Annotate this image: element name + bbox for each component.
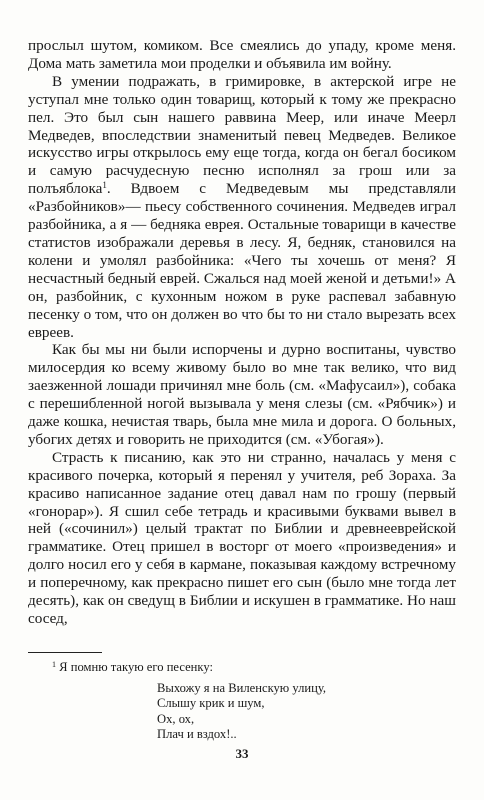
verse-line: Ох, ох, [157, 711, 195, 726]
footnote-marker: 1 [52, 660, 56, 669]
footnote-verse [28, 681, 456, 743]
verse-line: Слышу крик и шум, [157, 696, 265, 710]
footnote [28, 660, 456, 743]
verse-line: Выхожу я на Виленскую улицу, [157, 680, 327, 695]
footnote-intro [28, 660, 456, 676]
page-number: 33 [235, 746, 249, 761]
footnote-divider [28, 652, 102, 653]
verse-line: Плач и вздох!.. [157, 727, 237, 741]
paragraph [28, 73, 456, 342]
main-text [28, 37, 456, 628]
paragraph-text-continued: . Вдвоем с Медведевым мы представляли «Разбойников»— пьесу собственного сочинения. Медведев играл разбойника, а я — бедняка еврея. Остальные товарищи в качестве статистов изображали деревья в лесу. Я, бедняк, становился на колени и умолял разбойника: «Чего ты хочешь от меня? Я несчастный бедный еврей. Сжалься над моей женой и детьми!» А он, разбойник, с кухонным ножом в руке распевал забавную песенку о том, что он должен во что бы то ни стало вырезать всех евреев. [28, 180, 456, 341]
footnote-intro-text: Я помню такую его песенку: [59, 660, 213, 674]
paragraph-text: В умении подражать, в гримировке, в актерской игре не уступал мне только один товарищ, который к тому же прекрасно пел. Это был сын нашего раввина Меер, или иначе Меерл Медведев, впоследствии знаменитый певец Медведев. Великое искусство игры открылось ему еще тогда, когда он бегал босиком и самую расчудесную песню исполнял за грош или за полъяблока [28, 72, 456, 198]
paragraph-text: Как бы мы ни были испорчены и дурно воспитаны, чувство милосердия ко всему живому было во мне так велико, что вид заезженной лошади причинял мне боль (см. «Мафусаил»), собака с перешибленной ногой вызывала у меня слезы (см. «Рябчик») и даже кошка, нечистая тварь, была мне мила и дорога. О больных, убогих детях и говорить не приходится (см. «Убогая»). [28, 341, 456, 448]
paragraph-text: прослыл шутом, комиком. Все смеялись до упаду, кроме меня. Дома мать заметила мои проделки и объявила им войну. [28, 37, 456, 72]
paragraph-text: Страсть к писанию, как это ни странно, началась у меня с красивого почерка, который я перенял у учителя, реб Зораха. За красиво написанное задание отец давал нам по грошу (первый «гонорар»). Я сшил себе тетрадь и красивыми буквами вывел в ней («сочинил») целый трактат по Библии и древнееврейской грамматике. Отец пришел в восторг от моего «произведения» и долго носил его у себя в кармане, показывая каждому встречному и поперечному, как прекрасно пишет его сын (было мне тогда лет десять), как он сведущ в Библии и искушен в грамматике. Но наш сосед, [28, 448, 456, 627]
footnote-reference: 1 [102, 180, 107, 191]
paragraph [28, 37, 456, 73]
paragraph [28, 341, 456, 448]
paragraph [28, 449, 456, 628]
